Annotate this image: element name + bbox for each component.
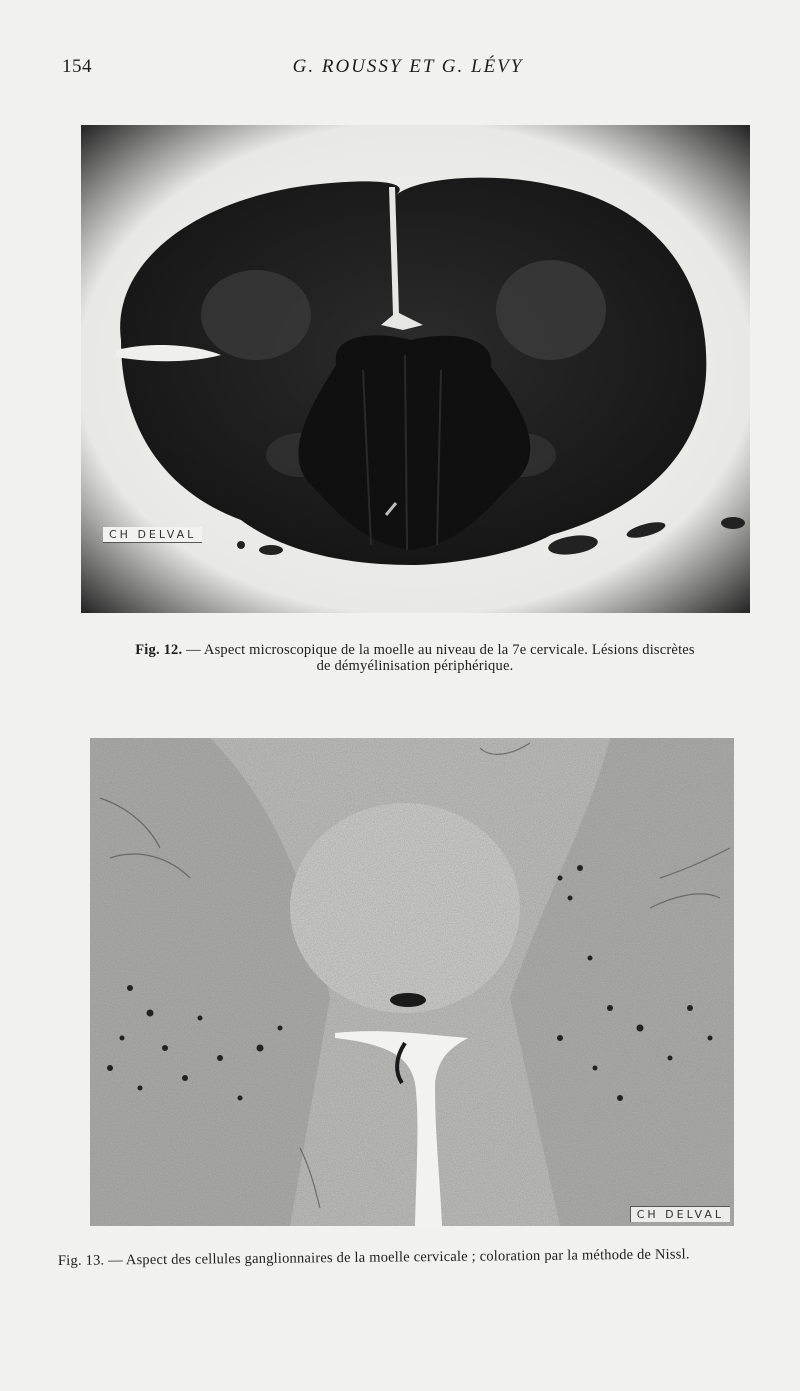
caption-text: — Aspect des cellules ganglionnaires de la moelle cervicale ; coloration par la méthode de Nissl. xyxy=(104,1246,690,1269)
photographer-stamp: CH DELVAL xyxy=(103,527,202,543)
nissl-stain-illustration xyxy=(90,738,734,1226)
figure-13-caption xyxy=(58,1245,788,1269)
figure-13-image xyxy=(90,738,734,1226)
figure-label: Fig. 12. xyxy=(135,642,183,658)
figure-label: Fig. 13. xyxy=(57,1252,105,1269)
figure-12-image xyxy=(81,125,750,613)
figure-12-caption xyxy=(100,642,730,674)
page-number: 154 xyxy=(62,56,92,77)
photographer-stamp: CH DELVAL xyxy=(630,1206,730,1222)
caption-text: — Aspect microscopique de la moelle au niveau de la 7e cervicale. Lésions discrètes xyxy=(182,642,695,658)
caption-line-1 xyxy=(100,642,730,658)
caption-line-2: de démyélinisation périphérique. xyxy=(316,658,514,674)
running-head: G. ROUSSY ET G. LÉVY xyxy=(292,56,524,77)
